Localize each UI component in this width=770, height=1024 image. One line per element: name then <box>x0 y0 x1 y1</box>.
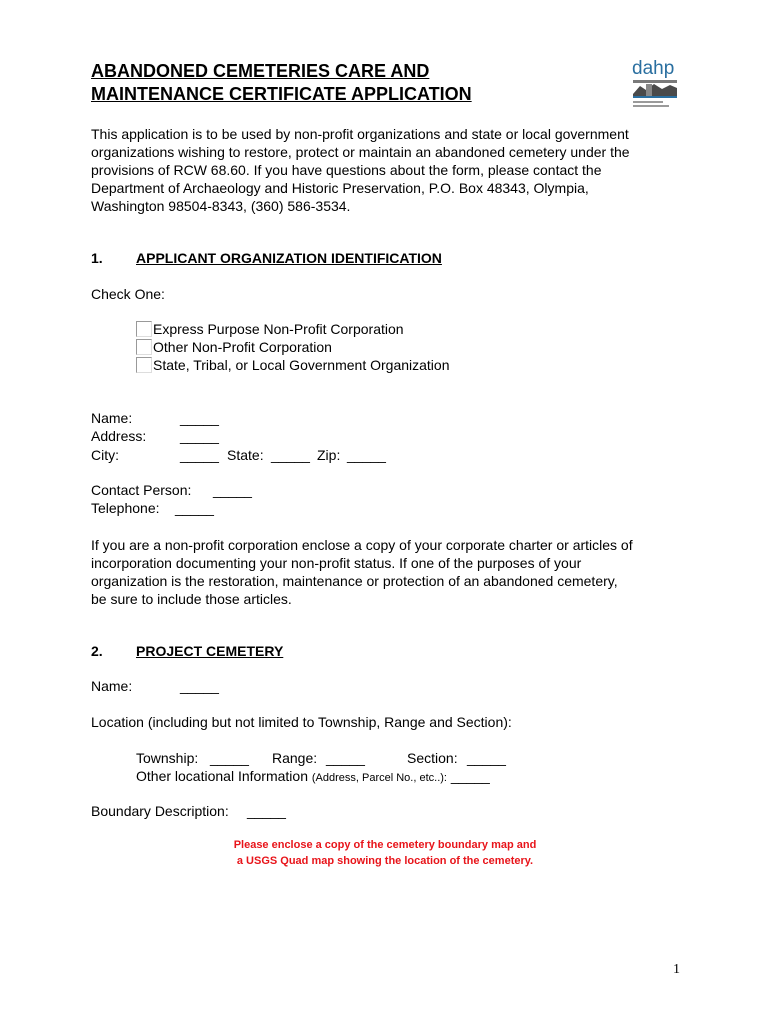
checkbox-government[interactable] <box>136 357 152 373</box>
enclosure-notice <box>165 837 605 869</box>
cemetery-name-field[interactable]: _____ <box>180 678 219 694</box>
intro-line: provisions of RCW 68.60. If you have questions about the form, please contact the <box>91 162 602 178</box>
logo-wordmark: dahp <box>632 58 675 79</box>
note-line: If you are a non-profit corporation enclose a copy of your corporate charter or articles of <box>91 537 633 553</box>
section-label: Section: <box>407 750 458 766</box>
state-label: State: <box>227 447 264 463</box>
option-other-non-profit[interactable] <box>136 339 332 355</box>
city-field[interactable]: _____ <box>180 447 219 463</box>
address-label: Address: <box>91 428 147 444</box>
intro-line: Department of Archaeology and Historic Preservation, P.O. Box 48343, Olympia, <box>91 180 589 196</box>
section-1-title: APPLICANT ORGANIZATION IDENTIFICATION <box>136 250 442 266</box>
note-line: be sure to include those articles. <box>91 591 292 607</box>
section-2-number: 2. <box>91 643 103 659</box>
title-line-2: MAINTENANCE CERTIFICATE APPLICATION <box>91 84 472 104</box>
checkbox-express-purpose[interactable] <box>136 321 152 337</box>
intro-line: This application is to be used by non-profit organizations and state or local government <box>91 126 629 142</box>
other-location-field[interactable]: _____ <box>450 768 490 784</box>
option-express-purpose[interactable] <box>136 321 404 337</box>
other-location-row <box>136 768 490 784</box>
page-number: 1 <box>673 962 680 977</box>
intro-line: Washington 98504-8343, (360) 586-3534. <box>91 198 351 214</box>
location-label: Location (including but not limited to Township, Range and Section): <box>91 714 512 730</box>
zip-field[interactable]: _____ <box>347 447 386 463</box>
township-field[interactable]: _____ <box>210 750 249 766</box>
address-field[interactable]: _____ <box>180 428 219 444</box>
telephone-label: Telephone: <box>91 500 160 516</box>
cemetery-name-label: Name: <box>91 678 133 694</box>
notice-line-1: Please enclose a copy of the cemetery boundary map and <box>233 839 537 851</box>
intro-paragraph <box>91 125 691 215</box>
state-field[interactable]: _____ <box>271 447 310 463</box>
option-government[interactable] <box>136 357 449 373</box>
other-location-hint: (Address, Parcel No., etc..): <box>311 772 447 784</box>
option-label: State, Tribal, or Local Government Organization <box>153 357 450 373</box>
zip-label: Zip: <box>317 447 341 463</box>
name-field[interactable]: _____ <box>180 410 219 426</box>
dahp-logo-icon <box>630 56 682 112</box>
title-line-1: ABANDONED CEMETERIES CARE AND <box>91 61 430 81</box>
check-one-label: Check One: <box>91 286 165 302</box>
name-label: Name: <box>91 410 133 426</box>
contact-person-label: Contact Person: <box>91 482 192 498</box>
range-label: Range: <box>272 750 318 766</box>
option-label: Express Purpose Non-Profit Corporation <box>153 321 404 337</box>
option-label: Other Non-Profit Corporation <box>153 339 332 355</box>
telephone-field[interactable]: _____ <box>175 500 214 516</box>
notice-line-2: a USGS Quad map showing the location of the cemetery. <box>236 855 534 867</box>
township-label: Township: <box>136 750 199 766</box>
boundary-description-label: Boundary Description: <box>91 803 229 819</box>
dahp-logo <box>630 56 682 112</box>
city-label: City: <box>91 447 119 463</box>
section-2-title: PROJECT CEMETERY <box>136 643 284 659</box>
contact-person-field[interactable]: _____ <box>213 482 252 498</box>
note-line: organization is the restoration, maintenance or protection of an abandoned cemetery, <box>91 573 618 589</box>
other-location-label: Other locational Information <box>136 768 308 784</box>
checkbox-other-non-profit[interactable] <box>136 339 152 355</box>
non-profit-note <box>91 536 691 608</box>
section-1-number: 1. <box>91 250 103 266</box>
boundary-description-field[interactable]: _____ <box>247 803 286 819</box>
section-field[interactable]: _____ <box>467 750 506 766</box>
page-title <box>91 60 591 106</box>
note-line: incorporation documenting your non-profit status. If one of the purposes of your <box>91 555 582 571</box>
range-field[interactable]: _____ <box>326 750 365 766</box>
intro-line: organizations wishing to restore, protect or maintain an abandoned cemetery under the <box>91 144 630 160</box>
